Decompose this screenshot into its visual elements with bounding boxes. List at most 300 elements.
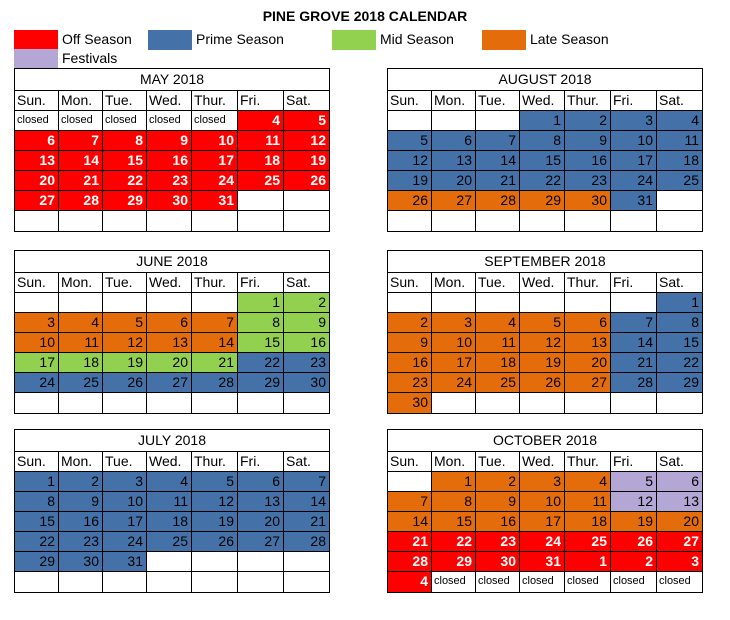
day-cell: 3 <box>611 111 657 131</box>
day-cell <box>284 572 329 592</box>
day-cell: 8 <box>432 492 476 512</box>
day-cell: 11 <box>59 333 103 353</box>
day-cell: 18 <box>59 353 103 373</box>
day-cell <box>476 393 520 413</box>
closed-day-cell: closed <box>659 575 691 587</box>
day-cell: 28 <box>611 373 657 393</box>
day-cell <box>192 552 238 572</box>
day-cell: 16 <box>59 512 103 532</box>
day-cell: 7 <box>388 492 432 512</box>
day-cell: 28 <box>476 191 520 211</box>
day-cell: 16 <box>147 151 192 171</box>
day-cell: 24 <box>103 532 147 552</box>
day-cell: 10 <box>432 333 476 353</box>
day-cell: 26 <box>611 532 657 552</box>
day-cell: 5 <box>388 131 432 151</box>
day-cell: 18 <box>147 512 192 532</box>
weekday-header: Sat. <box>284 91 329 111</box>
day-cell: 9 <box>565 131 611 151</box>
day-cell: 19 <box>611 512 657 532</box>
day-cell <box>238 572 284 592</box>
legend-swatch <box>482 30 526 50</box>
closed-day-cell: closed <box>192 111 238 131</box>
day-cell <box>238 211 284 231</box>
day-cell: 3 <box>103 472 147 492</box>
day-cell: 23 <box>476 532 520 552</box>
weekday-header: Wed. <box>147 91 192 111</box>
day-cell: 20 <box>432 171 476 191</box>
day-cell <box>388 293 432 313</box>
closed-day-cell: closed <box>520 572 565 592</box>
day-cell: 30 <box>284 373 329 393</box>
day-cell: 25 <box>476 373 520 393</box>
day-cell <box>432 393 476 413</box>
day-cell: 28 <box>192 373 238 393</box>
day-cell <box>15 293 59 313</box>
day-cell: 12 <box>103 333 147 353</box>
day-cell: 20 <box>657 512 702 532</box>
day-cell <box>432 211 476 231</box>
day-cell: 13 <box>657 492 702 512</box>
day-cell: 25 <box>565 532 611 552</box>
calendar-october <box>387 429 703 593</box>
day-cell: 18 <box>238 151 284 171</box>
closed-day-cell: closed <box>476 572 520 592</box>
weekday-header: Mon. <box>432 273 476 293</box>
day-cell: 10 <box>15 333 59 353</box>
day-cell <box>147 552 192 572</box>
day-cell: 12 <box>284 131 329 151</box>
day-cell <box>147 572 192 592</box>
day-cell: 27 <box>15 191 59 211</box>
day-cell: 17 <box>611 151 657 171</box>
closed-day-cell: closed <box>15 111 59 131</box>
day-cell <box>238 191 284 211</box>
day-cell <box>520 293 565 313</box>
day-cell <box>520 393 565 413</box>
day-cell: 1 <box>15 472 59 492</box>
day-cell: 21 <box>59 171 103 191</box>
day-cell: 13 <box>565 333 611 353</box>
day-cell: 17 <box>192 151 238 171</box>
day-cell: 27 <box>565 373 611 393</box>
month-title: AUGUST 2018 <box>388 69 702 91</box>
day-cell: 5 <box>192 472 238 492</box>
day-cell: 19 <box>103 353 147 373</box>
closed-day-cell: closed <box>59 111 103 131</box>
weekday-header: Wed. <box>147 273 192 293</box>
day-cell: 5 <box>520 313 565 333</box>
day-cell: 30 <box>388 393 432 413</box>
page-title: PINE GROVE 2018 CALENDAR <box>262 8 468 24</box>
day-cell <box>388 111 432 131</box>
day-cell: 15 <box>15 512 59 532</box>
day-cell: 27 <box>657 532 702 552</box>
day-cell: 18 <box>657 151 702 171</box>
day-cell: 19 <box>520 353 565 373</box>
day-cell: 16 <box>476 512 520 532</box>
day-cell: 22 <box>520 171 565 191</box>
day-cell: 16 <box>388 353 432 373</box>
day-cell: 29 <box>432 552 476 572</box>
day-cell: 12 <box>611 492 657 512</box>
day-cell: 9 <box>388 333 432 353</box>
weekday-header: Mon. <box>59 273 103 293</box>
weekday-header: Sat. <box>284 452 329 472</box>
weekday-header: Sat. <box>284 273 329 293</box>
day-cell: 3 <box>520 472 565 492</box>
day-cell: 29 <box>657 373 702 393</box>
day-cell <box>192 211 238 231</box>
closed-day-cell: closed <box>432 572 476 592</box>
weekday-header: Tue. <box>103 452 147 472</box>
day-cell: 19 <box>284 151 329 171</box>
day-cell: 8 <box>15 492 59 512</box>
day-cell: 21 <box>284 512 329 532</box>
day-cell <box>611 293 657 313</box>
weekday-header: Sat. <box>657 452 702 472</box>
day-cell: 7 <box>59 131 103 151</box>
weekday-header: Tue. <box>476 91 520 111</box>
day-cell <box>657 191 702 211</box>
day-cell: 14 <box>476 151 520 171</box>
day-cell: 27 <box>432 191 476 211</box>
day-cell: 13 <box>238 492 284 512</box>
day-cell: 4 <box>388 572 432 592</box>
day-cell <box>15 572 59 592</box>
month-grid <box>388 273 702 413</box>
day-cell: 1 <box>238 293 284 313</box>
day-cell: 29 <box>103 191 147 211</box>
day-cell: 11 <box>657 131 702 151</box>
weekday-header: Thur. <box>192 91 238 111</box>
day-cell <box>476 111 520 131</box>
day-cell: 27 <box>147 373 192 393</box>
day-cell <box>611 393 657 413</box>
weekday-header: Tue. <box>103 273 147 293</box>
day-cell <box>565 293 611 313</box>
day-cell <box>238 552 284 572</box>
day-cell: 30 <box>59 552 103 572</box>
weekday-header: Mon. <box>59 91 103 111</box>
month-grid <box>15 452 329 592</box>
day-cell: 2 <box>59 472 103 492</box>
day-cell <box>432 293 476 313</box>
day-cell: 4 <box>657 111 702 131</box>
day-cell: 2 <box>565 111 611 131</box>
weekday-header: Thur. <box>565 91 611 111</box>
day-cell: 15 <box>520 151 565 171</box>
day-cell: 14 <box>59 151 103 171</box>
day-cell <box>15 393 59 413</box>
day-cell: 6 <box>657 472 702 492</box>
day-cell <box>611 211 657 231</box>
day-cell: 27 <box>238 532 284 552</box>
day-cell: 14 <box>611 333 657 353</box>
closed-day-cell: closed <box>103 111 147 131</box>
day-cell: 6 <box>15 131 59 151</box>
weekday-header: Thur. <box>565 273 611 293</box>
month-grid <box>388 91 702 231</box>
day-cell: 23 <box>59 532 103 552</box>
weekday-header: Mon. <box>432 91 476 111</box>
calendar-may <box>14 68 330 232</box>
day-cell: 23 <box>147 171 192 191</box>
day-cell: 2 <box>388 313 432 333</box>
weekday-header: Sun. <box>15 452 59 472</box>
day-cell: 17 <box>15 353 59 373</box>
month-title: JULY 2018 <box>15 430 329 452</box>
day-cell: 17 <box>432 353 476 373</box>
calendar-july <box>14 429 330 593</box>
day-cell: 25 <box>59 373 103 393</box>
weekday-header: Thur. <box>565 452 611 472</box>
day-cell: 17 <box>103 512 147 532</box>
day-cell: 16 <box>284 333 329 353</box>
weekday-header: Tue. <box>103 91 147 111</box>
day-cell: 10 <box>611 131 657 151</box>
day-cell <box>103 393 147 413</box>
day-cell: 11 <box>476 333 520 353</box>
day-cell: 14 <box>192 333 238 353</box>
day-cell: 3 <box>15 313 59 333</box>
day-cell: 26 <box>284 171 329 191</box>
day-cell <box>238 393 284 413</box>
weekday-header: Sun. <box>15 91 59 111</box>
day-cell: 15 <box>103 151 147 171</box>
day-cell <box>388 211 432 231</box>
day-cell: 2 <box>284 293 329 313</box>
day-cell: 4 <box>59 313 103 333</box>
day-cell <box>59 293 103 313</box>
day-cell: 5 <box>103 313 147 333</box>
day-cell: 11 <box>147 492 192 512</box>
legend-swatch <box>14 49 58 69</box>
day-cell: 4 <box>147 472 192 492</box>
month-title: SEPTEMBER 2018 <box>388 251 702 273</box>
month-grid <box>388 452 702 592</box>
day-cell: 9 <box>284 313 329 333</box>
weekday-header: Fri. <box>611 273 657 293</box>
month-grid <box>15 91 329 231</box>
calendar-june <box>14 250 330 414</box>
day-cell <box>147 211 192 231</box>
day-cell: 21 <box>192 353 238 373</box>
weekday-header: Fri. <box>238 273 284 293</box>
day-cell <box>103 293 147 313</box>
day-cell: 26 <box>192 532 238 552</box>
day-cell <box>147 393 192 413</box>
day-cell: 20 <box>147 353 192 373</box>
day-cell: 9 <box>147 131 192 151</box>
day-cell: 26 <box>520 373 565 393</box>
weekday-header: Tue. <box>476 273 520 293</box>
weekday-header: Sat. <box>657 91 702 111</box>
weekday-header: Mon. <box>432 452 476 472</box>
day-cell: 10 <box>520 492 565 512</box>
day-cell: 1 <box>565 552 611 572</box>
day-cell <box>657 393 702 413</box>
legend-swatch <box>148 30 192 50</box>
day-cell: 26 <box>388 191 432 211</box>
day-cell: 28 <box>388 552 432 572</box>
day-cell: 11 <box>565 492 611 512</box>
day-cell <box>147 293 192 313</box>
day-cell: 18 <box>565 512 611 532</box>
weekday-header: Wed. <box>520 273 565 293</box>
day-cell <box>657 211 702 231</box>
day-cell: 21 <box>611 353 657 373</box>
day-cell: 10 <box>103 492 147 512</box>
day-cell: 25 <box>238 171 284 191</box>
day-cell: 6 <box>238 472 284 492</box>
weekday-header: Sat. <box>657 273 702 293</box>
legend-swatch <box>332 30 376 50</box>
day-cell: 8 <box>520 131 565 151</box>
day-cell: 15 <box>238 333 284 353</box>
day-cell: 4 <box>476 313 520 333</box>
weekday-header: Wed. <box>520 452 565 472</box>
weekday-header: Sun. <box>388 91 432 111</box>
legend-label: Mid Season <box>380 31 454 47</box>
day-cell: 7 <box>611 313 657 333</box>
weekday-header: Wed. <box>520 91 565 111</box>
weekday-header: Thur. <box>192 273 238 293</box>
calendar-august <box>387 68 703 232</box>
day-cell: 5 <box>611 472 657 492</box>
day-cell: 25 <box>147 532 192 552</box>
day-cell: 2 <box>476 472 520 492</box>
day-cell <box>103 572 147 592</box>
weekday-header: Fri. <box>611 91 657 111</box>
day-cell <box>565 393 611 413</box>
weekday-header: Mon. <box>59 452 103 472</box>
day-cell: 14 <box>284 492 329 512</box>
day-cell <box>284 211 329 231</box>
day-cell: 9 <box>59 492 103 512</box>
day-cell: 7 <box>476 131 520 151</box>
day-cell: 23 <box>284 353 329 373</box>
day-cell: 7 <box>284 472 329 492</box>
day-cell <box>59 211 103 231</box>
day-cell: 25 <box>657 171 702 191</box>
day-cell <box>59 572 103 592</box>
weekday-header: Sun. <box>388 273 432 293</box>
day-cell: 8 <box>103 131 147 151</box>
day-cell: 8 <box>238 313 284 333</box>
day-cell: 24 <box>15 373 59 393</box>
day-cell <box>192 572 238 592</box>
day-cell: 2 <box>611 552 657 572</box>
day-cell: 13 <box>147 333 192 353</box>
day-cell: 5 <box>284 111 329 131</box>
day-cell: 16 <box>565 151 611 171</box>
weekday-header: Thur. <box>192 452 238 472</box>
day-cell <box>284 393 329 413</box>
day-cell <box>565 211 611 231</box>
day-cell: 6 <box>565 313 611 333</box>
day-cell: 22 <box>103 171 147 191</box>
legend-label: Prime Season <box>196 31 284 47</box>
day-cell: 6 <box>147 313 192 333</box>
day-cell: 24 <box>432 373 476 393</box>
day-cell: 20 <box>15 171 59 191</box>
legend-label: Off Season <box>62 31 132 47</box>
day-cell: 31 <box>103 552 147 572</box>
day-cell: 12 <box>520 333 565 353</box>
day-cell <box>103 211 147 231</box>
weekday-header: Sun. <box>15 273 59 293</box>
day-cell: 23 <box>388 373 432 393</box>
day-cell: 26 <box>103 373 147 393</box>
closed-day-cell: closed <box>611 572 657 592</box>
day-cell: 6 <box>432 131 476 151</box>
weekday-header: Fri. <box>238 91 284 111</box>
day-cell <box>15 211 59 231</box>
day-cell: 12 <box>192 492 238 512</box>
month-title: MAY 2018 <box>15 69 329 91</box>
day-cell: 9 <box>476 492 520 512</box>
weekday-header: Fri. <box>611 452 657 472</box>
weekday-header: Sun. <box>388 452 432 472</box>
month-grid <box>15 273 329 413</box>
day-cell: 13 <box>15 151 59 171</box>
day-cell: 21 <box>476 171 520 191</box>
day-cell: 21 <box>388 532 432 552</box>
day-cell: 31 <box>611 191 657 211</box>
day-cell: 1 <box>432 472 476 492</box>
day-cell: 23 <box>565 171 611 191</box>
day-cell: 11 <box>238 131 284 151</box>
day-cell: 19 <box>192 512 238 532</box>
day-cell <box>192 393 238 413</box>
day-cell: 7 <box>192 313 238 333</box>
day-cell: 3 <box>432 313 476 333</box>
day-cell: 15 <box>657 333 702 353</box>
day-cell <box>388 472 432 492</box>
day-cell: 30 <box>147 191 192 211</box>
weekday-header: Tue. <box>476 452 520 472</box>
day-cell: 30 <box>476 552 520 572</box>
day-cell: 4 <box>238 111 284 131</box>
day-cell: 18 <box>476 353 520 373</box>
day-cell <box>432 111 476 131</box>
day-cell <box>476 293 520 313</box>
month-title: OCTOBER 2018 <box>388 430 702 452</box>
day-cell: 13 <box>432 151 476 171</box>
day-cell <box>192 293 238 313</box>
day-cell: 20 <box>565 353 611 373</box>
day-cell: 30 <box>565 191 611 211</box>
day-cell: 20 <box>238 512 284 532</box>
day-cell: 22 <box>432 532 476 552</box>
day-cell: 15 <box>432 512 476 532</box>
day-cell: 22 <box>238 353 284 373</box>
month-title: JUNE 2018 <box>15 251 329 273</box>
day-cell: 22 <box>657 353 702 373</box>
day-cell: 24 <box>611 171 657 191</box>
day-cell <box>520 211 565 231</box>
day-cell <box>284 191 329 211</box>
day-cell: 14 <box>388 512 432 532</box>
day-cell: 24 <box>520 532 565 552</box>
closed-day-cell: closed <box>565 572 611 592</box>
legend-swatch <box>14 30 58 50</box>
weekday-header: Wed. <box>147 452 192 472</box>
legend-label: Festivals <box>62 50 118 66</box>
day-cell: 3 <box>657 552 702 572</box>
day-cell: 29 <box>520 191 565 211</box>
